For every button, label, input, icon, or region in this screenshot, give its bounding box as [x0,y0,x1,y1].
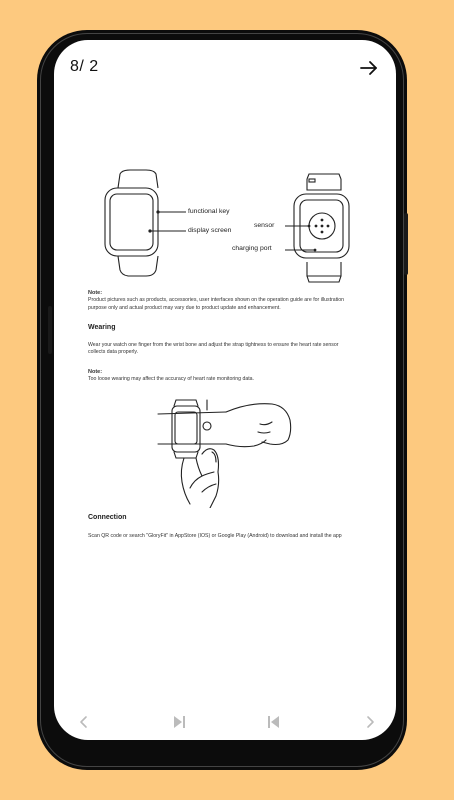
document-page [54,40,396,740]
arrow-right-icon[interactable] [358,57,380,79]
skip-to-end-icon[interactable] [171,714,187,730]
connection-text: Scan QR code or search "GloryFit" in AppStore (IOS) or Google Play (Android) to download and install the app [88,533,342,539]
section-heading-connection: Connection [88,514,127,521]
page-counter: 8/ 2 [70,58,99,75]
screen [54,40,396,740]
callout-functional-key: functional key [188,208,230,215]
watch-front-illustration [94,166,244,284]
watch-back-illustration [279,172,369,288]
chevron-left-icon[interactable] [76,714,92,730]
volume-button [48,306,52,354]
note-text-line: Product pictures such as products, accessories, user interfaces shown on the operation guide are for illustration [88,297,345,303]
callout-sensor: sensor [254,222,275,229]
page-navigation-bar [54,708,396,736]
skip-to-start-icon[interactable] [266,714,282,730]
wearing-text-line: Wear your watch one finger from the wrist bone and adjust the strap tightness to ensure the heart rate sensor [88,342,339,348]
chevron-right-icon[interactable] [362,714,378,730]
section-heading-wearing: Wearing [88,324,116,331]
power-button [404,213,408,275]
note-label: Note: [88,369,103,375]
wearing-text-line: collects data properly. [88,349,139,355]
wrist-illustration [154,396,294,508]
note-text: Too loose wearing may affect the accuracy of heart rate monitoring data. [88,376,254,382]
note-text-line: purpose only and actual product may vary due to product update and enhancement. [88,305,281,311]
callout-charging-port: charging port [232,245,272,252]
note-label: Note: [88,290,103,296]
callout-display-screen: display screen [188,227,232,234]
